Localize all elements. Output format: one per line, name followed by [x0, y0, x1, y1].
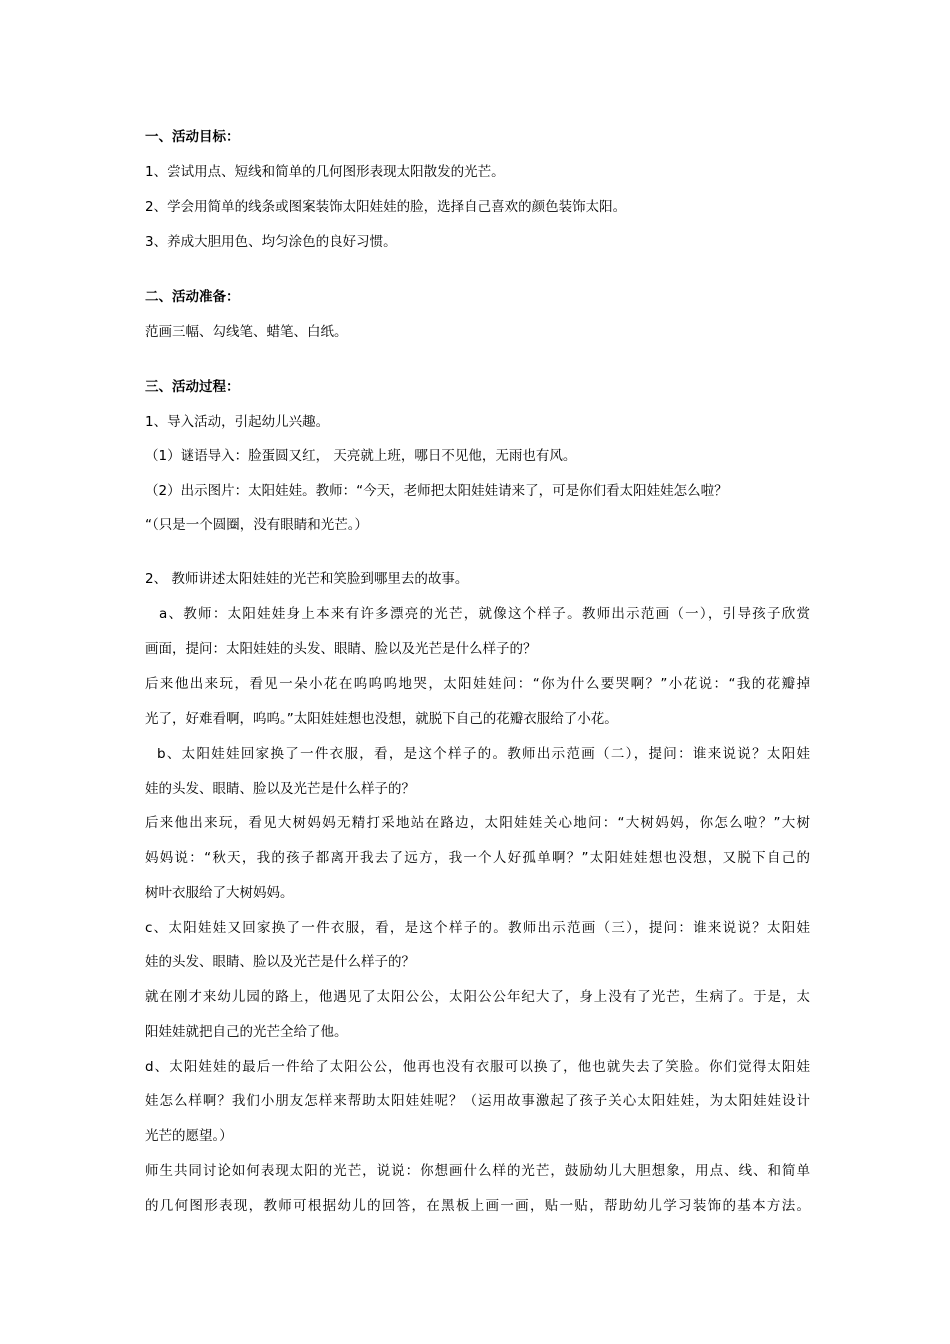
goal-item: 2、学会用简单的线条或图案装饰太阳娃娃的脸，选择自己喜欢的颜色装饰太阳。 [145, 199, 627, 215]
process-line: （2）出示图片：太阳娃娃。教师：“今天，老师把太阳娃娃请来了，可是你们看太阳娃娃怎么啦？ [145, 483, 728, 499]
process-line: c、太阳娃娃又回家换了一件衣服，看，是这个样子的。教师出示范画（三），提问：谁来说说？太阳娃 [145, 920, 810, 936]
process-line: 娃的头发、眼睛、脸以及光芒是什么样子的？ [145, 781, 415, 797]
process-heading: 三、活动过程： [145, 379, 240, 395]
process-line: 阳娃娃就把自己的光芒全给了他。 [145, 1024, 348, 1040]
process-line: 娃怎么样啊？我们小朋友怎样来帮助太阳娃娃呢？（运用故事激起了孩子关心太阳娃娃，为太阳娃娃设计 [145, 1093, 810, 1109]
process-line: 1、导入活动，引起幼儿兴趣。 [145, 414, 330, 430]
process-line: 光芒的愿望。） [145, 1128, 233, 1144]
process-line: 师生共同讨论如何表现太阳的光芒，说说：你想画什么样的光芒，鼓励幼儿大胆想象，用点、线、和简单 [145, 1163, 810, 1179]
process-line: a、教师：太阳娃娃身上本来有许多漂亮的光芒，就像这个样子。教师出示范画（一），引导孩子欣赏 [159, 606, 810, 622]
process-line: b、太阳娃娃回家换了一件衣服，看，是这个样子的。教师出示范画（二），提问：谁来说说？太阳娃 [157, 746, 810, 762]
goal-item: 3、养成大胆用色、均匀涂色的良好习惯。 [145, 234, 397, 250]
goals-heading: 一、活动目标： [145, 129, 240, 145]
prep-text: 范画三幅、勾线笔、蜡笔、白纸。 [145, 324, 348, 340]
process-line: 后来他出来玩，看见大树妈妈无精打采地站在路边，太阳娃娃关心地问：“大树妈妈，你怎么啦？”大树 [145, 815, 810, 831]
process-line: 树叶衣服给了大树妈妈。 [145, 885, 294, 901]
process-line: 娃的头发、眼睛、脸以及光芒是什么样子的？ [145, 954, 415, 970]
process-line: 就在刚才来幼儿园的路上，他遇见了太阳公公，太阳公公年纪大了，身上没有了光芒，生病了。于是，太 [145, 989, 810, 1005]
process-line: 后来他出来玩，看见一朵小花在呜呜呜地哭，太阳娃娃问：“你为什么要哭啊？”小花说：“我的花瓣掉 [145, 676, 810, 692]
process-line: 的几何图形表现，教师可根据幼儿的回答，在黑板上画一画，贴一贴，帮助幼儿学习装饰的基本方法。 [145, 1198, 810, 1214]
process-line: d、太阳娃娃的最后一件给了太阳公公，他再也没有衣服可以换了，他也就失去了笑脸。你们觉得太阳娃 [145, 1059, 810, 1075]
goal-item: 1、尝试用点、短线和简单的几何图形表现太阳散发的光芒。 [145, 164, 505, 180]
process-line: 画面，提问：太阳娃娃的头发、眼睛、脸以及光芒是什么样子的？ [145, 641, 537, 657]
process-line: 光了，好难看啊，呜呜。”太阳娃娃想也没想，就脱下自己的花瓣衣服给了小花。 [145, 711, 618, 727]
process-line: 妈妈说：“秋天，我的孩子都离开我去了远方，我一个人好孤单啊？”太阳娃娃想也没想，又脱下自己的 [145, 850, 810, 866]
process-line: （1）谜语导入：脸蛋圆又红， 天亮就上班，哪日不见他，无雨也有风。 [145, 448, 577, 464]
process-line: “（只是一个圆圈，没有眼睛和光芒。） [145, 517, 368, 533]
prep-heading: 二、活动准备： [145, 289, 240, 305]
process-line: 2、 教师讲述太阳娃娃的光芒和笑脸到哪里去的故事。 [145, 571, 469, 587]
